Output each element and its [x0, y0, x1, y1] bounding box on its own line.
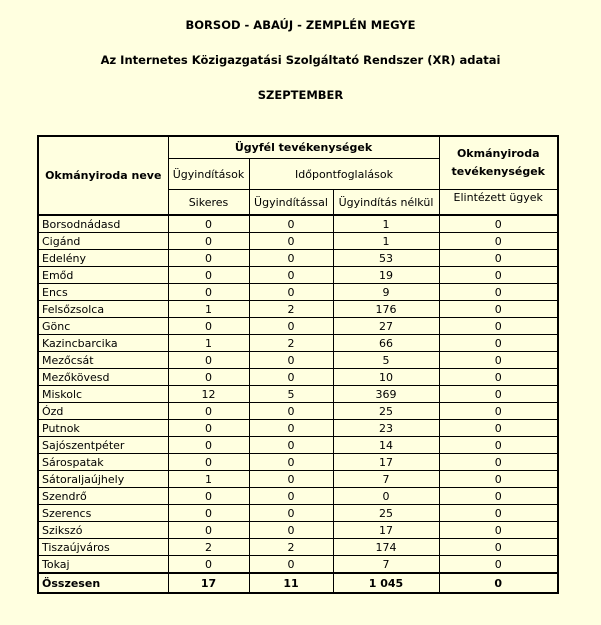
successful-cell: 0: [168, 556, 249, 574]
completed-cell: 0: [439, 267, 558, 284]
completed-cell: 0: [439, 352, 558, 369]
office-name-cell: Cigánd: [38, 233, 168, 250]
without-initiation-cell: 25: [333, 505, 439, 522]
with-initiation-cell: 0: [249, 284, 333, 301]
completed-cell: 0: [439, 301, 558, 318]
office-name-cell: Szerencs: [38, 505, 168, 522]
successful-cell: 0: [168, 522, 249, 539]
with-initiation-cell: 0: [249, 352, 333, 369]
completed-cell: 0: [439, 522, 558, 539]
with-initiation-cell: 0: [249, 556, 333, 574]
without-initiation-cell: 369: [333, 386, 439, 403]
with-initiation-cell: 0: [249, 215, 333, 233]
header-office-name: Okmányiroda neve: [38, 136, 168, 215]
without-initiation-cell: 25: [333, 403, 439, 420]
completed-cell: 0: [439, 386, 558, 403]
without-initiation-cell: 27: [333, 318, 439, 335]
with-initiation-cell: 0: [249, 454, 333, 471]
completed-cell: 0: [439, 454, 558, 471]
table-row: [38, 250, 558, 267]
office-name-cell: Edelény: [38, 250, 168, 267]
without-initiation-cell: 17: [333, 454, 439, 471]
table-row: [38, 488, 558, 505]
header-successful: Sikeres: [168, 190, 249, 216]
table-row: [38, 352, 558, 369]
with-initiation-cell: 2: [249, 335, 333, 352]
table-row: [38, 215, 558, 233]
completed-cell: 0: [439, 437, 558, 454]
statistics-table: [37, 135, 559, 594]
completed-cell: 0: [439, 215, 558, 233]
county-title: BORSOD - ABAÚJ - ZEMPLÉN MEGYE: [185, 18, 416, 32]
office-name-cell: Encs: [38, 284, 168, 301]
successful-cell: 0: [168, 488, 249, 505]
office-name-cell: Szendrő: [38, 488, 168, 505]
office-name-cell: Emőd: [38, 267, 168, 284]
with-initiation-cell: 0: [249, 522, 333, 539]
successful-cell: 2: [168, 539, 249, 556]
completed-cell: 0: [439, 284, 558, 301]
office-name-cell: Kazincbarcika: [38, 335, 168, 352]
office-name-cell: Szikszó: [38, 522, 168, 539]
table-row: [38, 522, 558, 539]
office-name-cell: Gönc: [38, 318, 168, 335]
completed-cell: 0: [439, 488, 558, 505]
completed-cell: 0: [439, 539, 558, 556]
table-row: [38, 471, 558, 488]
office-name-cell: Sajószentpéter: [38, 437, 168, 454]
completed-cell: 0: [439, 369, 558, 386]
completed-cell: 0: [439, 335, 558, 352]
with-initiation-cell: 0: [249, 233, 333, 250]
successful-cell: 1: [168, 301, 249, 318]
with-initiation-cell: 0: [249, 471, 333, 488]
without-initiation-cell: 19: [333, 267, 439, 284]
table-row: [38, 369, 558, 386]
total-successful: 17: [168, 573, 249, 593]
completed-cell: 0: [439, 403, 558, 420]
total-label: Összesen: [38, 573, 168, 593]
with-initiation-cell: 0: [249, 488, 333, 505]
successful-cell: 0: [168, 284, 249, 301]
without-initiation-cell: 10: [333, 369, 439, 386]
total-without-initiation: 1 045: [333, 573, 439, 593]
table-row: [38, 335, 558, 352]
table-row: [38, 284, 558, 301]
successful-cell: 0: [168, 267, 249, 284]
total-completed: 0: [439, 573, 558, 593]
table-row: [38, 505, 558, 522]
with-initiation-cell: 0: [249, 505, 333, 522]
successful-cell: 0: [168, 505, 249, 522]
with-initiation-cell: 5: [249, 386, 333, 403]
without-initiation-cell: 1: [333, 215, 439, 233]
successful-cell: 0: [168, 437, 249, 454]
successful-cell: 0: [168, 420, 249, 437]
table-row: [38, 556, 558, 574]
successful-cell: 0: [168, 369, 249, 386]
table-row: [38, 539, 558, 556]
office-name-cell: Mezőcsát: [38, 352, 168, 369]
header-appointments: Időpontfoglalások: [249, 159, 439, 190]
with-initiation-cell: 0: [249, 250, 333, 267]
with-initiation-cell: 2: [249, 301, 333, 318]
table-row: [38, 267, 558, 284]
header-without-initiation: Ügyindítás nélkül: [333, 190, 439, 216]
table-row: [38, 318, 558, 335]
without-initiation-cell: 0: [333, 488, 439, 505]
completed-cell: 0: [439, 233, 558, 250]
completed-cell: 0: [439, 471, 558, 488]
report-subtitle: Az Internetes Közigazgatási Szolgáltató Rendszer (XR) adatai: [100, 53, 501, 67]
table-row: [38, 301, 558, 318]
completed-cell: 0: [439, 250, 558, 267]
without-initiation-cell: 14: [333, 437, 439, 454]
office-name-cell: Putnok: [38, 420, 168, 437]
with-initiation-cell: 0: [249, 318, 333, 335]
table-row: [38, 386, 558, 403]
completed-cell: 0: [439, 556, 558, 574]
without-initiation-cell: 66: [333, 335, 439, 352]
month-title: SZEPTEMBER: [257, 88, 344, 102]
successful-cell: 0: [168, 403, 249, 420]
without-initiation-cell: 17: [333, 522, 439, 539]
with-initiation-cell: 2: [249, 539, 333, 556]
successful-cell: 0: [168, 454, 249, 471]
with-initiation-cell: 0: [249, 437, 333, 454]
successful-cell: 0: [168, 352, 249, 369]
without-initiation-cell: 7: [333, 556, 439, 574]
office-name-cell: Miskolc: [38, 386, 168, 403]
table-row: [38, 437, 558, 454]
total-with-initiation: 11: [249, 573, 333, 593]
header-with-initiation: Ügyindítással: [249, 190, 333, 216]
office-name-cell: Sátoraljaújhely: [38, 471, 168, 488]
successful-cell: 0: [168, 215, 249, 233]
office-name-cell: Borsodnádasd: [38, 215, 168, 233]
without-initiation-cell: 23: [333, 420, 439, 437]
without-initiation-cell: 7: [333, 471, 439, 488]
table-row: [38, 454, 558, 471]
successful-cell: 0: [168, 250, 249, 267]
total-row: [38, 573, 558, 593]
with-initiation-cell: 0: [249, 420, 333, 437]
with-initiation-cell: 0: [249, 267, 333, 284]
without-initiation-cell: 9: [333, 284, 439, 301]
header-completed: Elintézett ügyek: [439, 190, 558, 216]
office-name-cell: Tokaj: [38, 556, 168, 574]
successful-cell: 1: [168, 471, 249, 488]
office-name-cell: Mezőkövesd: [38, 369, 168, 386]
table-row: [38, 420, 558, 437]
table-row: [38, 233, 558, 250]
office-name-cell: Felsőzsolca: [38, 301, 168, 318]
office-name-cell: Sárospatak: [38, 454, 168, 471]
table-body: [38, 215, 558, 593]
header-office-activities: Okmányiroda tevékenységek: [439, 136, 558, 190]
completed-cell: 0: [439, 318, 558, 335]
without-initiation-cell: 176: [333, 301, 439, 318]
with-initiation-cell: 0: [249, 369, 333, 386]
table-row: [38, 403, 558, 420]
office-name-cell: Ózd: [38, 403, 168, 420]
office-name-cell: Tiszaújváros: [38, 539, 168, 556]
successful-cell: 0: [168, 233, 249, 250]
successful-cell: 1: [168, 335, 249, 352]
without-initiation-cell: 5: [333, 352, 439, 369]
completed-cell: 0: [439, 505, 558, 522]
without-initiation-cell: 174: [333, 539, 439, 556]
successful-cell: 0: [168, 318, 249, 335]
without-initiation-cell: 1: [333, 233, 439, 250]
completed-cell: 0: [439, 420, 558, 437]
with-initiation-cell: 0: [249, 403, 333, 420]
successful-cell: 12: [168, 386, 249, 403]
header-initiations: Ügyindítások: [168, 159, 249, 190]
header-client-activities: Ügyfél tevékenységek: [168, 136, 439, 159]
without-initiation-cell: 53: [333, 250, 439, 267]
